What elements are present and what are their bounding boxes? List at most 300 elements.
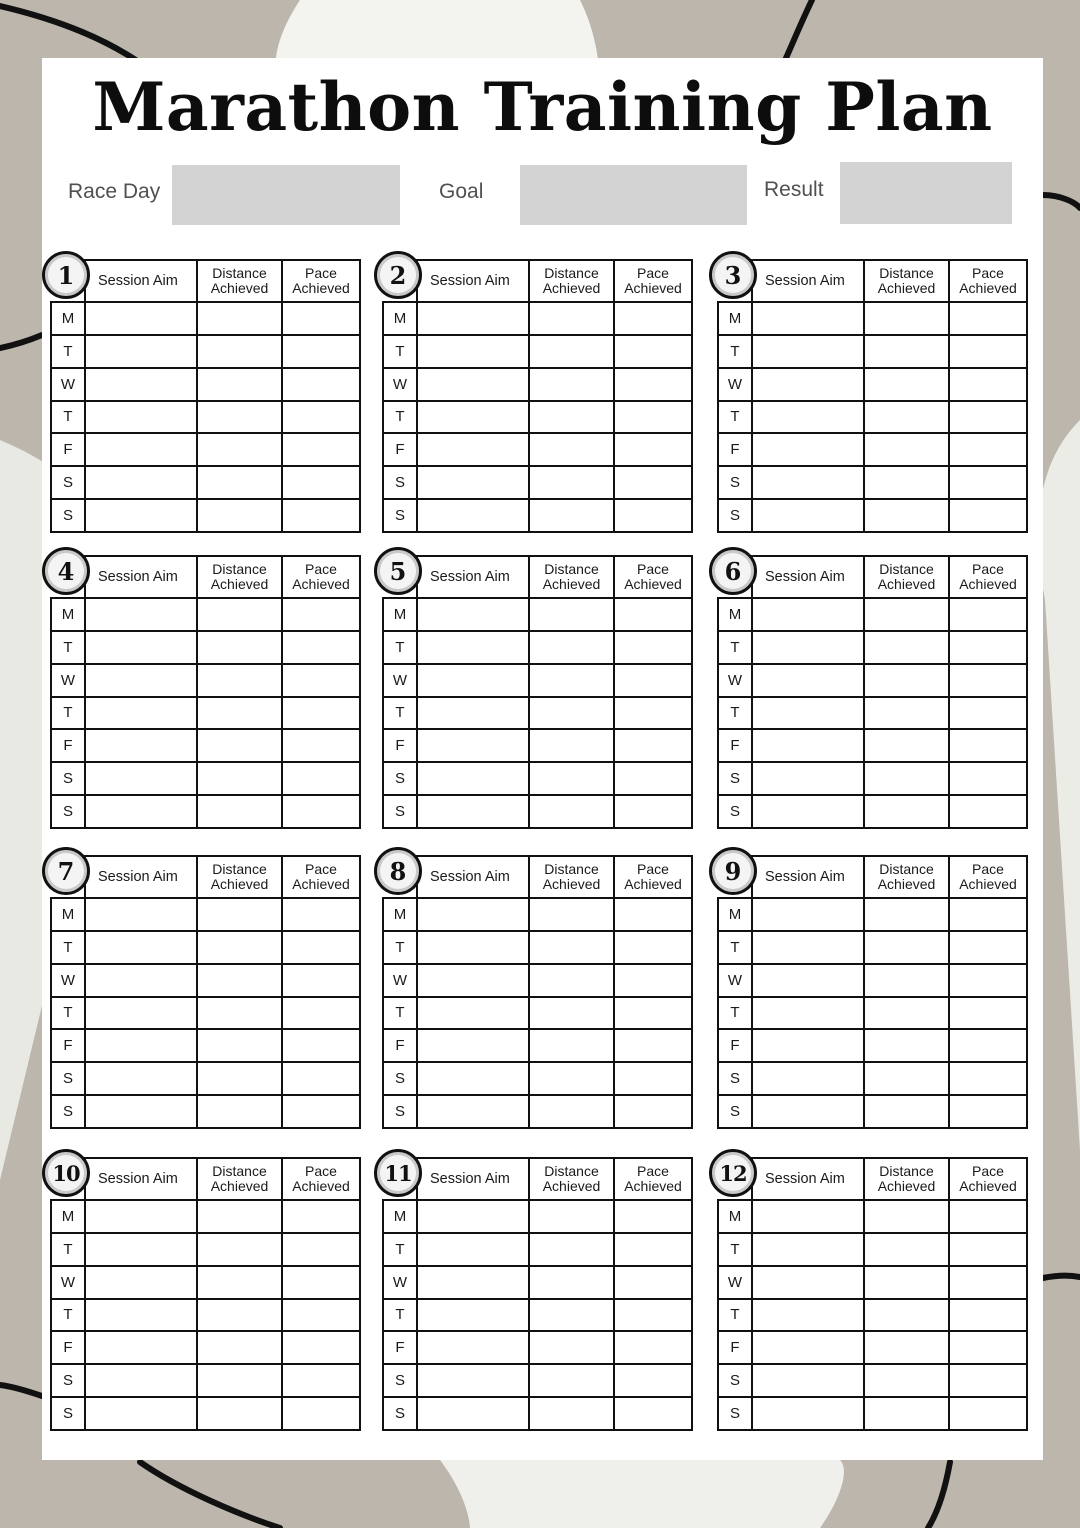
distance-achieved-cell[interactable] bbox=[864, 964, 949, 997]
session-aim-cell[interactable] bbox=[752, 335, 864, 368]
distance-achieved-cell[interactable] bbox=[864, 1233, 949, 1266]
distance-achieved-cell[interactable] bbox=[864, 997, 949, 1030]
pace-achieved-cell[interactable] bbox=[614, 1397, 692, 1430]
pace-achieved-cell[interactable] bbox=[949, 368, 1027, 401]
distance-achieved-cell[interactable] bbox=[197, 795, 282, 828]
pace-achieved-cell[interactable] bbox=[614, 433, 692, 466]
session-aim-cell[interactable] bbox=[752, 1299, 864, 1332]
pace-achieved-cell[interactable] bbox=[282, 368, 360, 401]
pace-achieved-cell[interactable] bbox=[282, 795, 360, 828]
pace-achieved-cell[interactable] bbox=[282, 401, 360, 434]
session-aim-cell[interactable] bbox=[417, 997, 529, 1030]
day-label: T bbox=[718, 697, 752, 730]
session-aim-cell[interactable] bbox=[85, 1095, 197, 1128]
table-row bbox=[51, 433, 360, 466]
session-aim-cell[interactable] bbox=[752, 898, 864, 931]
pace-achieved-cell[interactable] bbox=[282, 433, 360, 466]
session-aim-cell[interactable] bbox=[752, 1266, 864, 1299]
distance-achieved-cell[interactable] bbox=[197, 931, 282, 964]
pace-achieved-cell[interactable] bbox=[614, 997, 692, 1030]
pace-achieved-cell[interactable] bbox=[949, 499, 1027, 532]
pace-achieved-header: Pace Achieved bbox=[949, 1158, 1027, 1200]
pace-achieved-cell[interactable] bbox=[282, 631, 360, 664]
session-aim-cell[interactable] bbox=[85, 697, 197, 730]
distance-achieved-cell[interactable] bbox=[529, 795, 614, 828]
session-aim-cell[interactable] bbox=[85, 997, 197, 1030]
distance-achieved-cell[interactable] bbox=[197, 729, 282, 762]
distance-achieved-cell[interactable] bbox=[864, 1200, 949, 1233]
table-row bbox=[718, 631, 1027, 664]
session-aim-cell[interactable] bbox=[752, 631, 864, 664]
week-3-log bbox=[709, 251, 1026, 533]
session-aim-cell[interactable] bbox=[417, 499, 529, 532]
distance-achieved-cell[interactable] bbox=[197, 664, 282, 697]
table-row bbox=[383, 1299, 692, 1332]
pace-achieved-cell[interactable] bbox=[282, 697, 360, 730]
session-aim-cell[interactable] bbox=[85, 664, 197, 697]
distance-achieved-cell[interactable] bbox=[529, 1266, 614, 1299]
distance-achieved-cell[interactable] bbox=[864, 1299, 949, 1332]
session-aim-cell[interactable] bbox=[752, 368, 864, 401]
session-aim-cell[interactable] bbox=[85, 762, 197, 795]
session-aim-cell[interactable] bbox=[752, 302, 864, 335]
session-aim-cell[interactable] bbox=[417, 898, 529, 931]
session-aim-cell[interactable] bbox=[85, 631, 197, 664]
distance-achieved-cell[interactable] bbox=[529, 335, 614, 368]
distance-achieved-cell[interactable] bbox=[197, 1029, 282, 1062]
pace-achieved-cell[interactable] bbox=[949, 1331, 1027, 1364]
session-aim-cell[interactable] bbox=[85, 964, 197, 997]
pace-achieved-cell[interactable] bbox=[282, 1299, 360, 1332]
distance-achieved-cell[interactable] bbox=[529, 964, 614, 997]
session-aim-cell[interactable] bbox=[417, 1364, 529, 1397]
session-aim-cell[interactable] bbox=[752, 1095, 864, 1128]
pace-achieved-cell[interactable] bbox=[282, 499, 360, 532]
pace-achieved-cell[interactable] bbox=[949, 1299, 1027, 1332]
session-aim-cell[interactable] bbox=[752, 964, 864, 997]
session-aim-cell[interactable] bbox=[752, 1233, 864, 1266]
distance-achieved-cell[interactable] bbox=[529, 499, 614, 532]
pace-achieved-cell[interactable] bbox=[949, 1062, 1027, 1095]
pace-achieved-cell[interactable] bbox=[614, 762, 692, 795]
pace-achieved-cell[interactable] bbox=[614, 631, 692, 664]
table-row bbox=[51, 1062, 360, 1095]
distance-achieved-cell[interactable] bbox=[864, 664, 949, 697]
session-aim-cell[interactable] bbox=[417, 795, 529, 828]
session-aim-cell[interactable] bbox=[417, 1233, 529, 1266]
table-row bbox=[383, 1266, 692, 1299]
pace-achieved-cell[interactable] bbox=[949, 697, 1027, 730]
pace-achieved-cell[interactable] bbox=[614, 499, 692, 532]
pace-achieved-cell[interactable] bbox=[282, 1095, 360, 1128]
pace-achieved-cell[interactable] bbox=[282, 1364, 360, 1397]
distance-achieved-cell[interactable] bbox=[529, 1029, 614, 1062]
session-aim-cell[interactable] bbox=[417, 1029, 529, 1062]
distance-achieved-cell[interactable] bbox=[529, 1200, 614, 1233]
distance-achieved-cell[interactable] bbox=[864, 335, 949, 368]
distance-achieved-cell[interactable] bbox=[197, 433, 282, 466]
pace-achieved-cell[interactable] bbox=[282, 898, 360, 931]
pace-achieved-cell[interactable] bbox=[614, 302, 692, 335]
pace-achieved-cell[interactable] bbox=[949, 598, 1027, 631]
day-label: S bbox=[51, 762, 85, 795]
pace-achieved-cell[interactable] bbox=[949, 335, 1027, 368]
pace-achieved-cell[interactable] bbox=[282, 729, 360, 762]
session-aim-cell[interactable] bbox=[85, 499, 197, 532]
pace-achieved-cell[interactable] bbox=[949, 1397, 1027, 1430]
race-day-label: Race Day bbox=[68, 180, 161, 203]
distance-achieved-cell[interactable] bbox=[864, 697, 949, 730]
distance-achieved-cell[interactable] bbox=[864, 368, 949, 401]
day-label: S bbox=[383, 499, 417, 532]
day-label: T bbox=[51, 997, 85, 1030]
distance-achieved-cell[interactable] bbox=[529, 1233, 614, 1266]
pace-achieved-cell[interactable] bbox=[949, 964, 1027, 997]
session-aim-cell[interactable] bbox=[752, 598, 864, 631]
week-1-log bbox=[42, 251, 359, 533]
distance-achieved-cell[interactable] bbox=[197, 631, 282, 664]
pace-achieved-cell[interactable] bbox=[614, 335, 692, 368]
session-aim-cell[interactable] bbox=[417, 401, 529, 434]
distance-achieved-cell[interactable] bbox=[529, 1299, 614, 1332]
pace-achieved-cell[interactable] bbox=[614, 664, 692, 697]
distance-achieved-cell[interactable] bbox=[864, 1029, 949, 1062]
day-label: F bbox=[383, 1331, 417, 1364]
day-label: S bbox=[718, 466, 752, 499]
distance-achieved-cell[interactable] bbox=[197, 898, 282, 931]
goal-field[interactable] bbox=[520, 165, 747, 225]
session-aim-cell[interactable] bbox=[417, 433, 529, 466]
distance-achieved-cell[interactable] bbox=[864, 499, 949, 532]
day-label: T bbox=[51, 631, 85, 664]
pace-achieved-cell[interactable] bbox=[614, 964, 692, 997]
distance-achieved-cell[interactable] bbox=[864, 1095, 949, 1128]
pace-achieved-cell[interactable] bbox=[949, 997, 1027, 1030]
session-aim-cell[interactable] bbox=[417, 368, 529, 401]
session-aim-cell[interactable] bbox=[85, 1397, 197, 1430]
session-aim-cell[interactable] bbox=[417, 1266, 529, 1299]
session-aim-cell[interactable] bbox=[752, 1364, 864, 1397]
session-aim-cell[interactable] bbox=[85, 1331, 197, 1364]
distance-achieved-cell[interactable] bbox=[197, 368, 282, 401]
session-aim-cell[interactable] bbox=[85, 1266, 197, 1299]
distance-achieved-cell[interactable] bbox=[864, 401, 949, 434]
distance-achieved-cell[interactable] bbox=[529, 368, 614, 401]
pace-achieved-cell[interactable] bbox=[614, 1029, 692, 1062]
pace-achieved-cell[interactable] bbox=[949, 664, 1027, 697]
distance-achieved-cell[interactable] bbox=[864, 1364, 949, 1397]
session-aim-cell[interactable] bbox=[417, 729, 529, 762]
pace-achieved-cell[interactable] bbox=[614, 1364, 692, 1397]
table-row bbox=[51, 1266, 360, 1299]
distance-achieved-cell[interactable] bbox=[197, 335, 282, 368]
day-label: T bbox=[51, 1299, 85, 1332]
pace-achieved-cell[interactable] bbox=[949, 401, 1027, 434]
session-aim-cell[interactable] bbox=[417, 335, 529, 368]
session-aim-cell[interactable] bbox=[417, 302, 529, 335]
distance-achieved-cell[interactable] bbox=[197, 466, 282, 499]
session-aim-cell[interactable] bbox=[417, 931, 529, 964]
session-aim-cell[interactable] bbox=[85, 1029, 197, 1062]
distance-achieved-cell[interactable] bbox=[529, 1331, 614, 1364]
session-aim-cell[interactable] bbox=[752, 1062, 864, 1095]
distance-achieved-cell[interactable] bbox=[197, 401, 282, 434]
session-aim-cell[interactable] bbox=[417, 598, 529, 631]
distance-achieved-cell[interactable] bbox=[529, 1062, 614, 1095]
day-label: F bbox=[51, 729, 85, 762]
session-aim-cell[interactable] bbox=[85, 795, 197, 828]
pace-achieved-cell[interactable] bbox=[282, 964, 360, 997]
pace-achieved-cell[interactable] bbox=[614, 931, 692, 964]
day-label: S bbox=[718, 1062, 752, 1095]
distance-achieved-cell[interactable] bbox=[864, 762, 949, 795]
pace-achieved-cell[interactable] bbox=[282, 335, 360, 368]
pace-achieved-cell[interactable] bbox=[282, 931, 360, 964]
day-label: W bbox=[51, 964, 85, 997]
day-label: S bbox=[718, 1364, 752, 1397]
distance-achieved-cell[interactable] bbox=[529, 762, 614, 795]
pace-achieved-cell[interactable] bbox=[949, 1095, 1027, 1128]
distance-achieved-cell[interactable] bbox=[864, 729, 949, 762]
distance-achieved-cell[interactable] bbox=[197, 598, 282, 631]
distance-achieved-cell[interactable] bbox=[864, 795, 949, 828]
session-aim-cell[interactable] bbox=[85, 302, 197, 335]
distance-achieved-cell[interactable] bbox=[197, 302, 282, 335]
week-number-badge: 10 bbox=[42, 1149, 90, 1197]
distance-achieved-cell[interactable] bbox=[529, 466, 614, 499]
pace-achieved-cell[interactable] bbox=[949, 1233, 1027, 1266]
pace-achieved-cell[interactable] bbox=[614, 1299, 692, 1332]
pace-achieved-cell[interactable] bbox=[949, 1266, 1027, 1299]
day-label: S bbox=[718, 1397, 752, 1430]
distance-achieved-cell[interactable] bbox=[197, 1397, 282, 1430]
session-aim-cell[interactable] bbox=[417, 762, 529, 795]
distance-achieved-cell[interactable] bbox=[197, 1095, 282, 1128]
pace-achieved-cell[interactable] bbox=[614, 1095, 692, 1128]
distance-achieved-cell[interactable] bbox=[864, 598, 949, 631]
session-aim-cell[interactable] bbox=[417, 697, 529, 730]
pace-achieved-cell[interactable] bbox=[614, 401, 692, 434]
pace-achieved-cell[interactable] bbox=[282, 1200, 360, 1233]
pace-achieved-cell[interactable] bbox=[282, 1233, 360, 1266]
pace-achieved-cell[interactable] bbox=[282, 466, 360, 499]
week-6-log bbox=[709, 547, 1026, 829]
table-row bbox=[718, 1200, 1027, 1233]
distance-achieved-cell[interactable] bbox=[197, 499, 282, 532]
table-row bbox=[51, 1200, 360, 1233]
session-aim-cell[interactable] bbox=[752, 433, 864, 466]
table-row bbox=[51, 931, 360, 964]
pace-achieved-cell[interactable] bbox=[282, 598, 360, 631]
pace-achieved-cell[interactable] bbox=[949, 1029, 1027, 1062]
session-aim-cell[interactable] bbox=[417, 1299, 529, 1332]
pace-achieved-cell[interactable] bbox=[949, 1200, 1027, 1233]
session-aim-cell[interactable] bbox=[85, 433, 197, 466]
table-row bbox=[718, 1062, 1027, 1095]
pace-achieved-cell[interactable] bbox=[614, 1233, 692, 1266]
distance-achieved-cell[interactable] bbox=[864, 931, 949, 964]
session-aim-cell[interactable] bbox=[417, 1095, 529, 1128]
pace-achieved-cell[interactable] bbox=[614, 697, 692, 730]
pace-achieved-cell[interactable] bbox=[614, 466, 692, 499]
session-aim-cell[interactable] bbox=[752, 795, 864, 828]
session-aim-cell[interactable] bbox=[752, 664, 864, 697]
distance-achieved-cell[interactable] bbox=[529, 664, 614, 697]
distance-achieved-cell[interactable] bbox=[864, 898, 949, 931]
pace-achieved-cell[interactable] bbox=[282, 1397, 360, 1430]
result-field[interactable] bbox=[840, 162, 1012, 224]
distance-achieved-cell[interactable] bbox=[529, 1397, 614, 1430]
distance-achieved-cell[interactable] bbox=[197, 1299, 282, 1332]
distance-achieved-cell[interactable] bbox=[529, 401, 614, 434]
distance-achieved-cell[interactable] bbox=[864, 1397, 949, 1430]
session-aim-cell[interactable] bbox=[85, 401, 197, 434]
distance-achieved-cell[interactable] bbox=[529, 433, 614, 466]
session-aim-cell[interactable] bbox=[752, 931, 864, 964]
distance-achieved-cell[interactable] bbox=[197, 762, 282, 795]
distance-achieved-cell[interactable] bbox=[529, 729, 614, 762]
pace-achieved-cell[interactable] bbox=[282, 1062, 360, 1095]
pace-achieved-cell[interactable] bbox=[282, 302, 360, 335]
distance-achieved-cell[interactable] bbox=[197, 1364, 282, 1397]
table-row bbox=[383, 598, 692, 631]
pace-achieved-cell[interactable] bbox=[949, 795, 1027, 828]
day-label: T bbox=[51, 1233, 85, 1266]
distance-achieved-cell[interactable] bbox=[529, 1364, 614, 1397]
distance-achieved-cell[interactable] bbox=[864, 302, 949, 335]
pace-achieved-cell[interactable] bbox=[949, 433, 1027, 466]
session-aim-cell[interactable] bbox=[85, 1200, 197, 1233]
distance-achieved-cell[interactable] bbox=[864, 1266, 949, 1299]
session-aim-cell[interactable] bbox=[85, 368, 197, 401]
session-aim-cell[interactable] bbox=[417, 1062, 529, 1095]
distance-achieved-cell[interactable] bbox=[197, 697, 282, 730]
session-aim-cell[interactable] bbox=[752, 997, 864, 1030]
table-row bbox=[383, 302, 692, 335]
session-aim-cell[interactable] bbox=[417, 631, 529, 664]
table-row bbox=[383, 898, 692, 931]
distance-achieved-cell[interactable] bbox=[864, 433, 949, 466]
table-row bbox=[383, 335, 692, 368]
session-aim-cell[interactable] bbox=[752, 697, 864, 730]
distance-achieved-cell[interactable] bbox=[864, 1062, 949, 1095]
distance-achieved-cell[interactable] bbox=[529, 997, 614, 1030]
session-aim-cell[interactable] bbox=[85, 1233, 197, 1266]
pace-achieved-cell[interactable] bbox=[614, 1266, 692, 1299]
week-table bbox=[382, 855, 693, 1129]
pace-achieved-cell[interactable] bbox=[949, 898, 1027, 931]
pace-achieved-cell[interactable] bbox=[282, 664, 360, 697]
pace-achieved-header: Pace Achieved bbox=[949, 260, 1027, 302]
session-aim-cell[interactable] bbox=[752, 499, 864, 532]
session-aim-header: Session Aim bbox=[85, 260, 197, 302]
pace-achieved-cell[interactable] bbox=[949, 302, 1027, 335]
pace-achieved-cell[interactable] bbox=[949, 631, 1027, 664]
distance-achieved-cell[interactable] bbox=[864, 631, 949, 664]
distance-achieved-cell[interactable] bbox=[197, 964, 282, 997]
session-aim-cell[interactable] bbox=[85, 729, 197, 762]
pace-achieved-cell[interactable] bbox=[282, 997, 360, 1030]
distance-achieved-cell[interactable] bbox=[529, 598, 614, 631]
distance-achieved-cell[interactable] bbox=[529, 697, 614, 730]
distance-achieved-cell[interactable] bbox=[864, 466, 949, 499]
session-aim-cell[interactable] bbox=[752, 729, 864, 762]
distance-achieved-cell[interactable] bbox=[529, 898, 614, 931]
session-aim-cell[interactable] bbox=[417, 1331, 529, 1364]
session-aim-cell[interactable] bbox=[417, 664, 529, 697]
distance-achieved-cell[interactable] bbox=[197, 1266, 282, 1299]
pace-achieved-cell[interactable] bbox=[282, 762, 360, 795]
session-aim-cell[interactable] bbox=[752, 1029, 864, 1062]
distance-achieved-cell[interactable] bbox=[529, 302, 614, 335]
distance-achieved-cell[interactable] bbox=[197, 1233, 282, 1266]
pace-achieved-cell[interactable] bbox=[949, 762, 1027, 795]
session-aim-cell[interactable] bbox=[417, 1397, 529, 1430]
week-number-badge: 8 bbox=[374, 847, 422, 895]
pace-achieved-cell[interactable] bbox=[949, 729, 1027, 762]
table-row bbox=[383, 762, 692, 795]
table-row bbox=[51, 697, 360, 730]
table-row bbox=[718, 1364, 1027, 1397]
session-aim-cell[interactable] bbox=[752, 1397, 864, 1430]
pace-achieved-cell[interactable] bbox=[614, 1331, 692, 1364]
pace-achieved-cell[interactable] bbox=[949, 1364, 1027, 1397]
table-row bbox=[718, 898, 1027, 931]
session-aim-cell[interactable] bbox=[85, 1364, 197, 1397]
pace-achieved-cell[interactable] bbox=[614, 598, 692, 631]
pace-achieved-cell[interactable] bbox=[614, 1200, 692, 1233]
distance-achieved-cell[interactable] bbox=[529, 931, 614, 964]
pace-achieved-cell[interactable] bbox=[614, 1062, 692, 1095]
session-aim-cell[interactable] bbox=[417, 466, 529, 499]
session-aim-cell[interactable] bbox=[85, 466, 197, 499]
distance-achieved-cell[interactable] bbox=[197, 1062, 282, 1095]
session-aim-cell[interactable] bbox=[752, 466, 864, 499]
distance-achieved-cell[interactable] bbox=[529, 1095, 614, 1128]
pace-achieved-cell[interactable] bbox=[614, 795, 692, 828]
day-label: M bbox=[51, 302, 85, 335]
pace-achieved-cell[interactable] bbox=[949, 466, 1027, 499]
pace-achieved-cell[interactable] bbox=[614, 729, 692, 762]
distance-achieved-cell[interactable] bbox=[197, 1200, 282, 1233]
distance-achieved-cell[interactable] bbox=[864, 1331, 949, 1364]
session-aim-cell[interactable] bbox=[85, 931, 197, 964]
session-aim-cell[interactable] bbox=[417, 964, 529, 997]
pace-achieved-cell[interactable] bbox=[949, 931, 1027, 964]
pace-achieved-cell[interactable] bbox=[282, 1331, 360, 1364]
session-aim-cell[interactable] bbox=[85, 598, 197, 631]
session-aim-cell[interactable] bbox=[85, 1299, 197, 1332]
session-aim-cell[interactable] bbox=[752, 1200, 864, 1233]
session-aim-cell[interactable] bbox=[752, 762, 864, 795]
pace-achieved-cell[interactable] bbox=[614, 898, 692, 931]
day-label: F bbox=[718, 1331, 752, 1364]
distance-achieved-cell[interactable] bbox=[197, 997, 282, 1030]
session-aim-cell[interactable] bbox=[752, 1331, 864, 1364]
session-aim-cell[interactable] bbox=[85, 898, 197, 931]
pace-achieved-cell[interactable] bbox=[282, 1266, 360, 1299]
pace-achieved-cell[interactable] bbox=[282, 1029, 360, 1062]
session-aim-cell[interactable] bbox=[752, 401, 864, 434]
distance-achieved-cell[interactable] bbox=[529, 631, 614, 664]
session-aim-cell[interactable] bbox=[85, 1062, 197, 1095]
day-label: S bbox=[383, 1062, 417, 1095]
race-day-field[interactable] bbox=[172, 165, 400, 225]
pace-achieved-cell[interactable] bbox=[614, 368, 692, 401]
distance-achieved-cell[interactable] bbox=[197, 1331, 282, 1364]
session-aim-cell[interactable] bbox=[85, 335, 197, 368]
session-aim-cell[interactable] bbox=[417, 1200, 529, 1233]
